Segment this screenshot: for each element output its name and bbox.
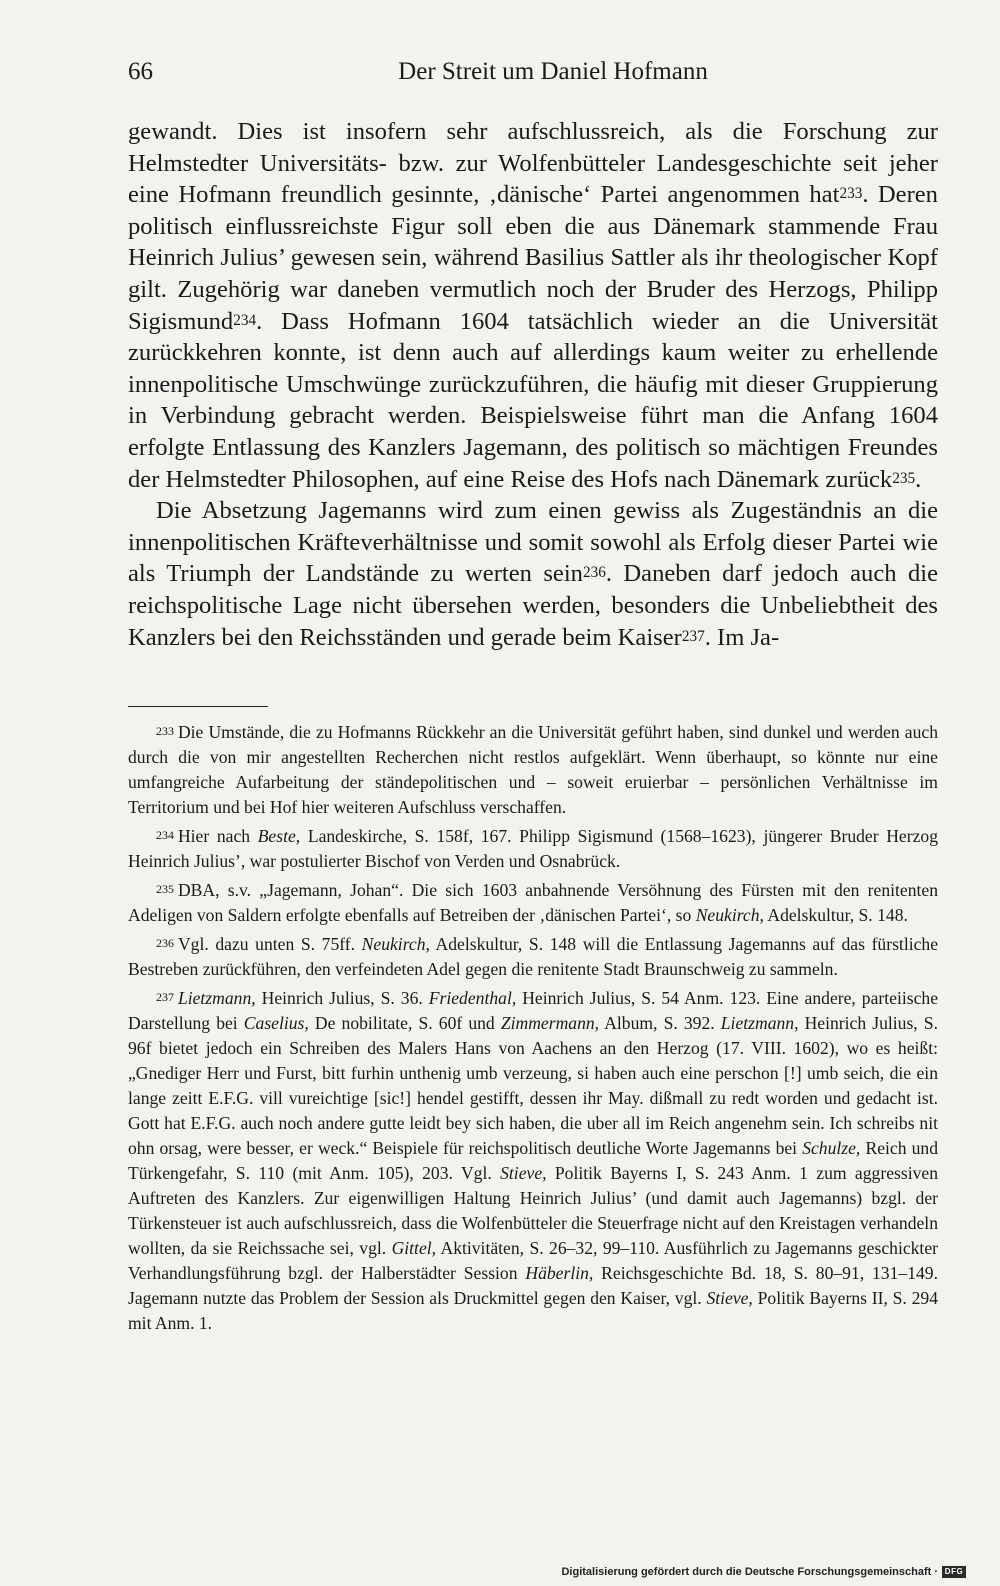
author-name: Gittel, [391, 1238, 437, 1258]
footnote-number: 235 [156, 882, 174, 896]
footnote-ref: 233 [839, 185, 863, 203]
footnote-number: 236 [156, 936, 174, 950]
author-name: Schulze, [802, 1138, 861, 1158]
footnote-text: DBA, s.v. „Jagemann, Johan“. Die sich 1603 anbahnende Versöhnung des Fürsten mit den renitenten Adeligen von Saldern erfolgte ebenfalls auf Betreiben der ‚dänischen Partei‘, so [128, 880, 938, 925]
footnote-number: 234 [156, 828, 174, 842]
footnote-text: , Landeskirche, S. 158f, 167. Philipp Sigismund (1568–1623), jüngerer Bruder Herzog Heinrich Julius’, war postulierter Bischof von Verden und Osnabrück. [128, 826, 938, 871]
footnote-text: Heinrich Julius, S. 36. [255, 988, 429, 1008]
author-name: Beste [257, 826, 296, 846]
paragraph-1 [128, 116, 938, 495]
footnote-number: 237 [156, 990, 174, 1004]
footnote-text: Reichsgeschichte Bd. 18, S. 80–91, 131–149. Jagemann nutzte das Problem der Session als Druckmittel gegen den Kaiser, vgl. [128, 1263, 938, 1308]
dfg-logo: DFG [942, 1566, 966, 1578]
footnote-text: Heinrich Julius, S. 96f bietet jedoch ein Schreiben des Malers Hans von Aachens an den Herzog (17. VIII. 1602), wo es heißt: „Gnediger Herr und Furst, bitt furhin unthenig umb verzeung, si haben auch eine perschon [!] umb seich, die ein lange zeitt E.F.G. vill vureichtige [sic!] hendel gestifft, dessen ihr May. dißmall zu redt worden und gedacht ist. Gott hat E.F.G. auch noch andere gutte leidt bey sich haben, die uber all im Reich angenehm sein. Ich schreibs nit ohn orsag, were besser, er weck.“ Beispiele für reichspolitisch deutliche Worte Jagemanns bei [128, 1013, 938, 1158]
footnote-text: Aktivitäten, S. 26–32, 99–110. Ausführlich zu Jagemanns geschickter Verhandlungsführung bzgl. der Halberstädter Session [128, 1238, 938, 1283]
footnote-text: Adelskultur, S. 148 will die Entlassung Jagemanns auf das fürstliche Bestreben zurückführen, den verfeindeten Adel gegen die renitente Stadt Braunschweig zu sammeln. [128, 934, 939, 979]
running-title: Der Streit um Daniel Hofmann [398, 58, 708, 85]
footnote-text: Vgl. dazu unten S. 75ff. [177, 934, 362, 954]
footnote-text: Album, S. 392. [599, 1013, 721, 1033]
digitization-footer [561, 1566, 966, 1578]
footnote-235 [128, 878, 938, 928]
author-name: Lietzmann, [720, 1013, 799, 1033]
text-span: . Im Ja- [704, 623, 780, 651]
footnote-text: Hier nach [177, 826, 258, 846]
page-header [128, 58, 938, 98]
footnote-divider [128, 706, 268, 707]
footnote-text: Heinrich Julius, S. 54 Anm. 123. Eine andere, parteiische Darstellung bei [128, 988, 938, 1033]
footnote-234 [128, 824, 938, 874]
footnote-233 [128, 720, 938, 820]
main-text [128, 116, 938, 653]
author-name: Caselius, [243, 1013, 309, 1033]
author-name: Neukirch, [361, 934, 430, 954]
text-span: . Deren politisch einflussreichste Figur soll eben die aus Dänemark stammende Frau Heinrich Julius’ gewesen sein, während Basilius Sattler als ihr theologischer Kopf gilt. Zugehörig war daneben vermutlich noch der Bruder des Herzogs, Philipp Sigismund [128, 181, 938, 335]
footnote-text: , Adelskultur, S. 148. [759, 905, 908, 925]
footnote-text: Die Umstände, die zu Hofmanns Rückkehr an die Universität geführt haben, sind dunkel und werden auch durch die von mir angestellten Recherchen nicht restlos aufgeklärt. Wenn überhaupt, so könnte nur eine umfangreiche Aufarbeitung der ständepolitischen und – soweit eruierbar – persönlichen Verhältnisse im Territorium und bei Hof hier weiteren Aufschluss verschaffen. [128, 722, 938, 817]
footer-text: Digitalisierung gefördert durch die Deutsche Forschungsgemeinschaft · [561, 1566, 938, 1578]
footnotes [128, 720, 938, 1340]
author-name: Stieve, [500, 1163, 547, 1183]
author-name: Stieve, [706, 1288, 753, 1308]
text-span: gewandt. Dies ist insofern sehr aufschlussreich, als die Forschung zur Helmstedter Universitäts- bzw. zur Wolfenbütteler Landesgeschichte seit jeher eine Hofmann freundlich gesinnte, ‚dänische‘ Partei angenommen hat [128, 118, 938, 209]
author-name: Friedenthal, [428, 988, 517, 1008]
text-span: . Daneben darf jedoch auch die reichspolitische Lage nicht übersehen werden, besonders die Unbeliebtheit des Kanzlers bei den Reichsständen und gerade beim Kaiser [128, 560, 938, 651]
footnote-237 [128, 986, 938, 1336]
footnote-number: 233 [156, 724, 174, 738]
author-name: Häberlin, [525, 1263, 594, 1283]
footnote-text: Reich und Türkengefahr, S. 110 (mit Anm. 105), 203. Vgl. [128, 1138, 938, 1183]
author-name: Zimmermann, [500, 1013, 600, 1033]
page-number: 66 [128, 58, 153, 85]
text-span: Die Absetzung Jagemanns wird zum einen gewiss als Zugeständnis an die innenpolitischen Kräfteverhältnisse und somit sowohl als Erfolg dieser Partei wie als Triumph der Landstände zu werten sein [128, 497, 938, 588]
text-span: . Dass Hofmann 1604 tatsächlich wieder an die Universität zurückkehren konnte, ist denn auch auf allerdings kaum weiter zu erhellende innenpolitische Umschwünge zurückzuführen, die häufig mit dieser Gruppierung in Verbindung gebracht werden. Beispielsweise führt man die Anfang 1604 erfolgte Entlassung des Kanzlers Jagemann, des politisch so mächtigen Freundes der Helmstedter Philosophen, auf eine Reise des Hofs nach Dänemark zurück [128, 307, 938, 493]
author-name: Lietzmann, [177, 988, 256, 1008]
footnote-ref: 234 [233, 311, 257, 329]
text-span: . [915, 465, 922, 493]
footnote-ref: 235 [892, 469, 916, 487]
footnote-ref: 237 [681, 627, 705, 645]
footnote-text: Politik Bayerns I, S. 243 Anm. 1 zum aggressiven Auftreten des Kanzlers. Zur eigenwilligen Haltung Heinrich Julius’ (und damit auch Jagemanns) bzgl. der Türkensteuer ist auch aufschlussreich, dass die Wolfenbütteler die Steuerfrage nicht auf den Kreistagen verhandeln wollten, da sie Reichssache sei, vgl. [128, 1163, 938, 1258]
footnote-text: De nobilitate, S. 60f und [308, 1013, 501, 1033]
author-name: Neukirch [695, 905, 760, 925]
footnote-236 [128, 932, 938, 982]
footnote-ref: 236 [582, 564, 606, 582]
footnote-text: Politik Bayerns II, S. 294 mit Anm. 1. [128, 1288, 939, 1333]
paragraph-2 [128, 495, 938, 653]
